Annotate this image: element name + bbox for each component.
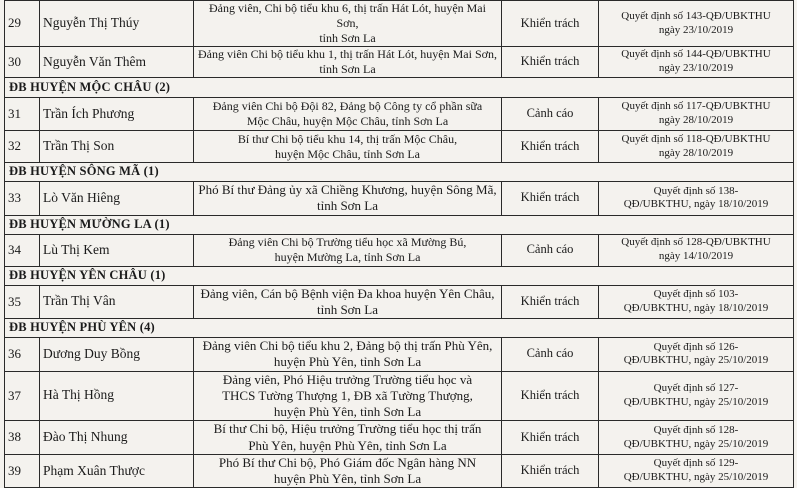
table-body [5, 1, 794, 488]
decision-reference-line: Quyết định số 128-QĐ/UBKTHU [621, 236, 771, 249]
decision-reference-line: Quyết định số 138- [653, 184, 739, 197]
table-row [5, 182, 794, 216]
position-description [194, 421, 502, 455]
decision-reference [599, 182, 794, 216]
position-description-line: Đảng viên Chi bộ tiểu khu 1, thị trấn Hát Lót, huyện Mai Sơn, [198, 47, 497, 61]
person-name: Nguyễn Văn Thêm [40, 47, 194, 78]
group-header-row [5, 319, 794, 338]
position-description [194, 371, 502, 421]
table-row [5, 338, 794, 372]
person-name: Đào Thị Nhung [40, 421, 194, 455]
group-header-row [5, 215, 794, 234]
group-header-row [5, 78, 794, 98]
decision-reference [599, 47, 794, 78]
table-row [5, 285, 794, 319]
group-header-row [5, 163, 794, 182]
position-description-line: Bí thư Chi bộ, Hiệu trưởng Trường tiểu học thị trấn [213, 421, 482, 437]
decision-reference-line: ngày 28/10/2019 [658, 146, 734, 159]
discipline-form: Khiển trách [502, 285, 599, 319]
position-description-line: THCS Tường Thượng 1, ĐB xã Tường Thượng, [222, 387, 473, 403]
row-number: 34 [5, 234, 40, 266]
position-description-line: Đảng viên, Chi bộ tiểu khu 6, thị trấn Hát Lót, huyện Mai Sơn, [209, 1, 486, 30]
decision-reference-line: QĐ/UBKTHU, ngày 25/10/2019 [623, 354, 769, 367]
table-row [5, 421, 794, 455]
discipline-table [4, 0, 794, 488]
row-number: 32 [5, 131, 40, 163]
discipline-form: Khiển trách [502, 421, 599, 455]
position-description-line: Đảng viên Chi bộ Trường tiểu học xã Mường Bú, [228, 235, 467, 249]
discipline-form: Khiển trách [502, 47, 599, 78]
discipline-form: Khiển trách [502, 182, 599, 216]
discipline-form: Cảnh cáo [502, 338, 599, 372]
position-description-line: Phù Yên, huyện Phù Yên, tỉnh Sơn La [248, 437, 447, 453]
decision-reference-line: Quyết định số 117-QĐ/UBKTHU [621, 100, 771, 113]
position-description-line: huyện Phù Yên, tỉnh Sơn La [273, 354, 422, 370]
person-name: Lò Văn Hiêng [40, 182, 194, 216]
table-row [5, 131, 794, 163]
discipline-form: Khiển trách [502, 454, 599, 488]
group-title: ĐB HUYỆN PHÙ YÊN (4) [5, 319, 794, 338]
person-name: Dương Duy Bồng [40, 338, 194, 372]
position-description-line: tỉnh Sơn La [316, 198, 379, 214]
position-description-line: huyện Mộc Châu, tỉnh Sơn La [275, 146, 420, 161]
table-row [5, 234, 794, 266]
decision-reference [599, 131, 794, 163]
row-number: 30 [5, 47, 40, 78]
decision-reference [599, 454, 794, 488]
decision-reference-line: Quyết định số 129- [653, 457, 739, 470]
person-name: Lù Thị Kem [40, 234, 194, 266]
table-row [5, 1, 794, 47]
decision-reference [599, 285, 794, 319]
position-description [194, 182, 502, 216]
position-description-line: Đảng viên, Phó Hiệu trưởng Trường tiểu học và [222, 371, 473, 387]
position-description-line: tỉnh Sơn La [319, 31, 376, 45]
row-number: 33 [5, 182, 40, 216]
decision-reference [599, 421, 794, 455]
decision-reference-line: Quyết định số 126- [653, 340, 739, 353]
position-description-line: huyện Phù Yên, tỉnh Sơn La [273, 404, 422, 419]
person-name: Trần Thị Son [40, 131, 194, 163]
decision-reference-line: QĐ/UBKTHU, ngày 25/10/2019 [623, 437, 769, 450]
decision-reference-line: Quyết định số 144-QĐ/UBKTHU [621, 48, 771, 61]
position-description [194, 98, 502, 131]
group-title: ĐB HUYỆN MỘC CHÂU (2) [5, 78, 794, 98]
decision-reference [599, 1, 794, 47]
group-header-row [5, 266, 794, 285]
discipline-form: Khiển trách [502, 1, 599, 47]
discipline-form: Cảnh cáo [502, 98, 599, 131]
position-description [194, 338, 502, 372]
decision-reference [599, 234, 794, 266]
decision-reference-line: QĐ/UBKTHU, ngày 18/10/2019 [623, 198, 769, 211]
table-row [5, 454, 794, 488]
row-number: 35 [5, 285, 40, 319]
position-description [194, 454, 502, 488]
person-name: Phạm Xuân Thược [40, 454, 194, 488]
decision-reference-line: ngày 23/10/2019 [658, 23, 734, 36]
group-title: ĐB HUYỆN SÔNG MÃ (1) [5, 163, 794, 182]
table-row [5, 98, 794, 131]
position-description-line: Phó Bí thư Đảng ủy xã Chiềng Khương, huyện Sông Mã, [198, 182, 497, 197]
discipline-form: Khiển trách [502, 371, 599, 421]
row-number: 36 [5, 338, 40, 372]
person-name: Trần Ích Phương [40, 98, 194, 131]
position-description-line: tỉnh Sơn La [319, 62, 376, 76]
discipline-form: Cảnh cáo [502, 234, 599, 266]
person-name: Hà Thị Hồng [40, 371, 194, 421]
row-number: 38 [5, 421, 40, 455]
row-number: 39 [5, 454, 40, 488]
position-description-line: tỉnh Sơn La [316, 301, 379, 317]
table-row [5, 47, 794, 78]
person-name: Nguyễn Thị Thúy [40, 1, 194, 47]
decision-reference-line: ngày 23/10/2019 [658, 62, 734, 74]
position-description [194, 131, 502, 163]
decision-reference [599, 371, 794, 421]
decision-reference-line: ngày 28/10/2019 [658, 114, 734, 126]
position-description-line: huyện Mường La, tỉnh Sơn La [274, 250, 421, 264]
position-description-line: Đảng viên Chi bộ tiểu khu 2, Đảng bộ thị trấn Phù Yên, [202, 338, 493, 353]
position-description [194, 47, 502, 78]
decision-reference [599, 98, 794, 131]
position-description-line: Đảng viên Chi bộ Đội 82, Đảng bộ Công ty cổ phần sữa [212, 99, 483, 113]
position-description [194, 285, 502, 319]
discipline-form: Khiển trách [502, 131, 599, 163]
decision-reference-line: QĐ/UBKTHU, ngày 18/10/2019 [623, 301, 769, 314]
position-description [194, 234, 502, 266]
position-description-line: Đảng viên, Cán bộ Bệnh viện Đa khoa huyện Yên Châu, [200, 285, 495, 301]
position-description-line: Mộc Châu, huyện Mộc Châu, tỉnh Sơn La [246, 114, 449, 128]
decision-reference-line: ngày 14/10/2019 [658, 250, 734, 262]
row-number: 37 [5, 371, 40, 421]
person-name: Trần Thị Vân [40, 285, 194, 319]
group-title: ĐB HUYỆN MƯỜNG LA (1) [5, 215, 794, 234]
position-description [194, 1, 502, 47]
row-number: 31 [5, 98, 40, 131]
decision-reference-line: Quyết định số 118-QĐ/UBKTHU [621, 132, 771, 145]
group-title: ĐB HUYỆN YÊN CHÂU (1) [5, 266, 794, 285]
decision-reference-line: QĐ/UBKTHU, ngày 25/10/2019 [623, 471, 769, 483]
table-row [5, 371, 794, 421]
position-description-line: Phó Bí thư Chi bộ, Phó Giám đốc Ngân hàng NN [218, 454, 477, 470]
decision-reference [599, 338, 794, 372]
decision-reference-line: Quyết định số 143-QĐ/UBKTHU [621, 9, 771, 22]
decision-reference-line: Quyết định số 128- [653, 423, 739, 436]
position-description-line: Bí thư Chi bộ tiểu khu 14, thị trấn Mộc Châu, [237, 131, 458, 146]
decision-reference-line: QĐ/UBKTHU, ngày 25/10/2019 [623, 395, 769, 408]
decision-reference-line: Quyết định số 127- [653, 382, 739, 395]
decision-reference-line: Quyết định số 103- [653, 288, 739, 300]
row-number: 29 [5, 1, 40, 47]
position-description-line: huyện Phù Yên, tỉnh Sơn La [273, 471, 422, 486]
